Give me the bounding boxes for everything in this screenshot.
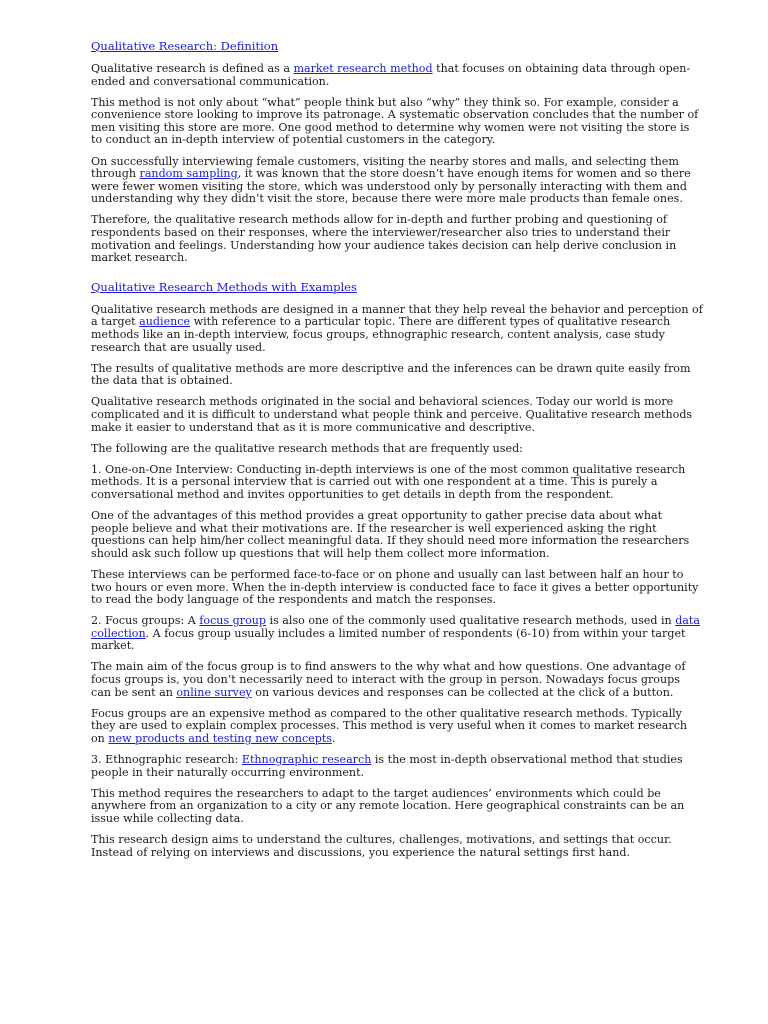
item-lead-focus-groups: 2. Focus groups: — [91, 614, 185, 628]
link-focus-group[interactable]: focus group — [199, 614, 266, 628]
paragraph-results: The results of qualitative methods are more descriptive and the inferences can be drawn quite easily from the data that is obtained. — [91, 361, 691, 388]
text: is also one of the commonly used qualitative research methods, used in — [266, 614, 676, 628]
paragraph-what-why: This method is not only about “what” people think but also “why” they think so. For example, consider a convenience store looking to improve its patronage. A systematic observation concludes that the number of men visiting this store are more. One good method to determine why women were not visiting the store is to conduct an in-depth interview of potential customers in the category. — [91, 95, 699, 147]
section-title-methods[interactable]: Qualitative Research Methods with Examples — [91, 279, 357, 294]
text: is the most in-depth observational method that studies people in their naturally occurring environment. — [91, 753, 683, 779]
paragraph-focus-expensive — [91, 708, 703, 746]
link-random-sampling[interactable]: random sampling — [139, 167, 238, 181]
link-online-survey[interactable]: online survey — [176, 685, 252, 699]
section-title-definition[interactable]: Qualitative Research: Definition — [91, 39, 279, 53]
paragraph-face-to-face: These interviews can be performed face-to-face or on phone and usually can last between half an hour to two hours or even more. When the in-depth interview is conducted face to face it gives a better opportunity to read the body language of the respondents and match the responses. — [91, 567, 699, 607]
paragraph-focus-aim — [91, 661, 703, 699]
paragraph-one-on-one — [91, 464, 703, 502]
text: Conducting in-depth interviews is one of the most common qualitative research methods. It is a personal interview that is carried out with one respondent at a time. This is purely a conversational method and invites opportunities to get details in depth from the respondent. — [91, 462, 686, 501]
link-ethnographic-research[interactable]: Ethnographic research — [241, 753, 372, 767]
link-new-products[interactable]: new products and testing new concepts — [108, 731, 332, 745]
link-audience[interactable]: audience — [139, 315, 191, 329]
text: Focus groups are an expensive method as compared to the other qualitative research methods. Typically they are used to explain complex processes. This method is very useful when it comes to market research on — [91, 706, 688, 745]
text: On successfully interviewing female customers, visiting the nearby stores and malls, and selecting them through — [91, 154, 679, 181]
paragraph-list-intro: The following are the qualitative research methods that are frequently used: — [91, 441, 523, 455]
link-data-collection[interactable]: data collection — [91, 614, 700, 640]
paragraph-therefore: Therefore, the qualitative research methods allow for in-depth and further probing and questioning of respondents based on their responses, where the interviewer/researcher also tries to understand their motivation and feelings. Understanding how your audience takes decision can help derive conclusion in market research. — [91, 213, 677, 265]
text: Qualitative research methods are designed in a manner that they help reveal the behavior and perception of a target — [91, 302, 703, 329]
paragraph-focus-groups — [91, 615, 703, 653]
paragraph-research-design: This research design aims to understand the cultures, challenges, motivations, and settings that occur. Instead of relying on interviews and discussions, you experience the natural settings first hand. — [91, 833, 672, 859]
paragraph-adapt: This method requires the researchers to adapt to the target audiences’ environments which could be anywhere from an organization to a city or any remote location. Here geographical constraints can be an issue while collecting data. — [91, 786, 685, 825]
text: A — [184, 614, 200, 628]
text: that focuses on obtaining data through open-ended and conversational communication. — [91, 62, 691, 88]
document-page — [91, 38, 703, 868]
text: . A focus group usually includes a limited number of respondents (6-10) from within your target market. — [91, 626, 686, 653]
paragraph-interviewing — [91, 156, 703, 206]
text: on various devices and responses can be collected at the click of a button. — [251, 685, 674, 699]
link-market-research-method[interactable]: market research method — [293, 62, 433, 75]
paragraph-ethnographic — [91, 754, 703, 779]
paragraph-methods-intro — [91, 304, 703, 354]
text: Qualitative research is defined as a — [91, 62, 294, 75]
paragraph-advantages: One of the advantages of this method provides a great opportunity to gather precise data about what people believe and what their motivations are. If the researcher is well experienced asking the right questions can help him/her collect meaningful data. If they should need more information the researchers should ask such follow up questions that will help them collect more information. — [91, 509, 690, 560]
text: , it was known that the store doesn’t have enough items for women and so there were fewer women visiting the store, which was understood only by personally interacting with them and understanding why they didn’t visit the store, because there were more male products than female ones. — [91, 167, 691, 206]
text: with reference to a particular topic. There are different types of qualitative research methods like an in-depth interview, focus groups, ethnographic research, content analysis, case study research that are usually used. — [91, 315, 671, 354]
paragraph-origins: Qualitative research methods originated in the social and behavioral sciences. Today our world is more complicated and it is difficult to understand what people think and perceive. Qualitative research methods make it easier to understand that as it is more communicative and descriptive. — [91, 395, 693, 434]
text: . — [332, 731, 336, 745]
paragraph-definition — [91, 63, 703, 88]
item-lead-one-on-one: 1. One-on-One Interview: — [91, 462, 234, 476]
item-lead-ethnographic: 3. Ethnographic research: — [91, 753, 239, 767]
text: The main aim of the focus group is to find answers to the why what and how questions. One advantage of focus groups is, you don’t necessarily need to interact with the group in person. Nowadays focus groups can be sent an — [91, 660, 686, 699]
